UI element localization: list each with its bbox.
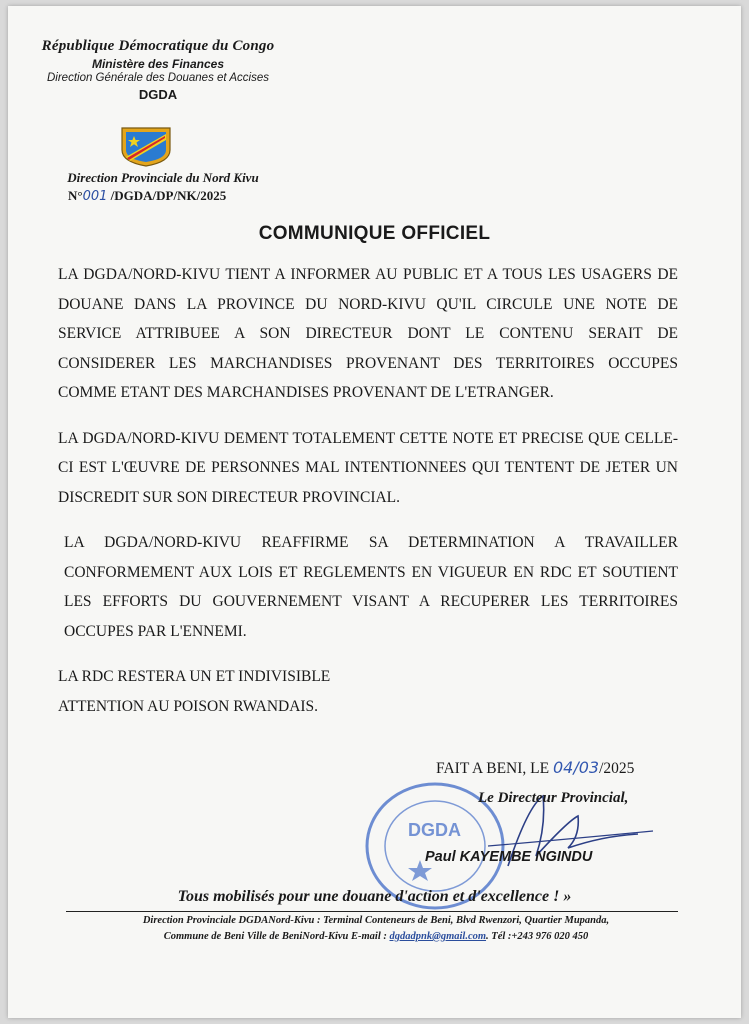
- paragraph-1: LA DGDA/NORD-KIVU TIENT A INFORMER AU PUBLIC ET A TOUS LES USAGERS DE DOUANE DANS LA PROVINCE DU NORD-KIVU QU'IL CIRCULE UNE NOTE DE SERVICE ATTRIBUEE A SON DIRECTEUR DONT LE CONTENU SERAIT DE CONSIDERER LES MARCHANDISES PROVENANT DES TERRITOIRES OCCUPES COMME ETANT DES MARCHANDISES PROVENANT DE L'ETRANGER.: [58, 266, 678, 401]
- letterhead: [18, 38, 298, 102]
- dgda-emblem-icon: [116, 124, 176, 168]
- document-body: [58, 260, 678, 721]
- signer-name: Paul KAYEMBE NGINDU: [425, 849, 593, 865]
- agency-acronym: DGDA: [138, 87, 178, 102]
- date-year: /2025: [599, 760, 635, 777]
- document-title: COMMUNIQUE OFFICIEL: [258, 223, 491, 244]
- footer-email-link[interactable]: dgdadpnk@gmail.com: [389, 931, 487, 942]
- signer-title: Le Directeur Provincial,: [478, 790, 629, 806]
- footer-divider: [66, 911, 678, 912]
- ref-number-handwritten: 001: [82, 189, 108, 204]
- provincial-direction: Direction Provinciale du Nord Kivu: [67, 170, 259, 185]
- date-line: [436, 758, 634, 778]
- reference-number: [68, 188, 226, 204]
- ref-suffix: /DGDA/DP/NK/2025: [110, 188, 227, 203]
- direction-name: Direction Générale des Douanes et Accises: [46, 72, 270, 84]
- ref-prefix: N°: [68, 188, 83, 203]
- footer-phone: . Tél :+243 976 020 450: [486, 931, 589, 942]
- motto: Tous mobilisés pour une douane d'action et d'excellence ! »: [177, 888, 572, 905]
- footer-contact: [76, 931, 676, 942]
- republic-name: République Démocratique du Congo: [41, 38, 275, 54]
- closing-line-1: LA RDC RESTERA UN ET INDIVISIBLE: [58, 668, 331, 685]
- stamp-text: DGDA: [408, 820, 461, 840]
- ministry-name: Ministère des Finances: [91, 57, 225, 71]
- closing-line-2: ATTENTION AU POISON RWANDAIS.: [58, 697, 319, 715]
- date-place: FAIT A BENI, LE: [436, 760, 553, 777]
- document-page: [8, 6, 741, 1018]
- paragraph-3: LA DGDA/NORD-KIVU REAFFIRME SA DETERMINATION A TRAVAILLER CONFORMEMENT AUX LOIS ET REGLEMENTS EN VIGUEUR EN RDC ET SOUTIENT LES EFFORTS DU GOUVERNEMENT VISANT A RECUPERER LES TERRITOIRES OCCUPES PAR L'ENNEMI.: [64, 534, 678, 640]
- date-handwritten: 04/03: [552, 758, 600, 777]
- footer-contact-prefix: Commune de Beni Ville de BeniNord-Kivu E-mail :: [163, 931, 390, 942]
- footer-address: Direction Provinciale DGDANord-Kivu : Terminal Conteneurs de Beni, Blvd Rwenzori, Quartier Mupanda,: [142, 915, 610, 926]
- paragraph-2: LA DGDA/NORD-KIVU DEMENT TOTALEMENT CETTE NOTE ET PRECISE QUE CELLE-CI EST L'ŒUVRE DE PERSONNES MAL INTENTIONNEES QUI TENTENT DE JETER UN DISCREDIT SUR SON DIRECTEUR PROVINCIAL.: [58, 429, 678, 506]
